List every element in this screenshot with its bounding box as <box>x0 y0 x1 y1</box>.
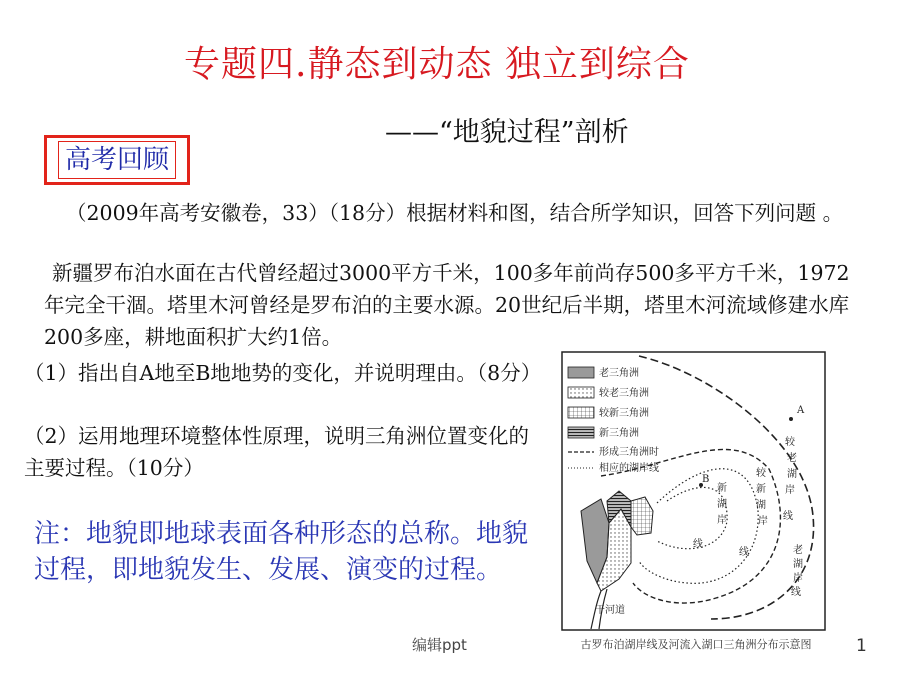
new-shoreline-label-4: 线 <box>693 539 703 550</box>
newer-shoreline-label-3: 湖 <box>756 500 766 511</box>
legend-older: 较老三角洲 <box>599 388 649 399</box>
page-number: 1 <box>856 636 867 656</box>
exam-intro: （2009年高考安徽卷，33）（18分）根据材料和图，结合所学知识，回答下列问题 。 <box>66 201 844 225</box>
slide-title: 专题四.静态到动态 独立到综合 <box>184 44 690 85</box>
legend-line-2-label: 相应的湖岸线 <box>599 463 659 474</box>
review-badge <box>44 135 190 185</box>
old-shoreline-label-2: 湖 <box>793 559 803 570</box>
older-shoreline-label-1: 较 <box>785 437 795 448</box>
slide-subtitle: ——“地貌过程”剖析 <box>385 117 629 148</box>
delta-map <box>561 351 826 631</box>
definition-note: 注：地貌即地球表面各种形态的总称。地貌过程，即地貌发生、发展、演变的过程。 <box>34 519 529 585</box>
legend-swatch-newer <box>568 407 594 418</box>
older-shoreline-label-2: 老 <box>787 453 797 464</box>
legend-line-1-label: 形成三角洲时 <box>599 447 659 458</box>
old-shoreline-label-3: 岸 <box>793 573 803 584</box>
exam-material: 新疆罗布泊水面在古代曾经超过3000平方千米，100多年前尚存500多平方千米，1972年完全干涸。塔里木河曾经是罗布泊的主要水源。20世纪后半期，塔里木河流域修建水库200多座，耕地面积扩大约1倍。 <box>44 261 850 349</box>
footer-text: 编辑ppt <box>412 636 467 654</box>
old-shoreline-label-1: 老 <box>793 545 803 556</box>
new-shoreline-label-3: 岸 <box>717 515 727 526</box>
legend-newer: 较新三角洲 <box>599 408 649 419</box>
question-2: （2）运用地理环境整体性原理，说明三角洲位置变化的主要过程。（10分） <box>24 424 530 480</box>
older-shoreline-label-3: 湖 <box>787 469 797 480</box>
legend-swatch-old <box>568 367 594 378</box>
review-badge-label: 高考回顾 <box>58 141 176 179</box>
older-shoreline-label-4: 岸 <box>785 485 795 496</box>
newer-shoreline-label-4: 岸 <box>758 516 768 527</box>
old-shoreline-label-4: 线 <box>791 587 801 598</box>
new-shoreline-label-2: 湖 <box>717 499 727 510</box>
legend-new: 新三角洲 <box>599 428 639 439</box>
newer-shoreline-label-1: 较 <box>756 468 766 479</box>
older-shoreline-label-5: 线 <box>783 511 793 522</box>
legend-swatch-new <box>568 427 594 438</box>
legend-swatch-older <box>568 387 594 398</box>
new-shoreline-label-1: 新 <box>717 483 727 494</box>
map-caption: 古罗布泊湖岸线及河流入湖口三角洲分布示意图 <box>580 638 812 651</box>
newer-shoreline-label-2: 新 <box>756 484 766 495</box>
point-a-label: A <box>797 405 805 416</box>
question-1: （1）指出自A地至B地地势的变化，并说明理由。（8分） <box>24 361 542 385</box>
newer-shoreline-label-5: 线 <box>739 547 749 558</box>
legend-old: 老三角洲 <box>599 368 639 379</box>
point-b-label: B <box>702 474 710 485</box>
point-a-marker <box>789 417 793 421</box>
dry-river-label: 干河道 <box>595 605 625 616</box>
